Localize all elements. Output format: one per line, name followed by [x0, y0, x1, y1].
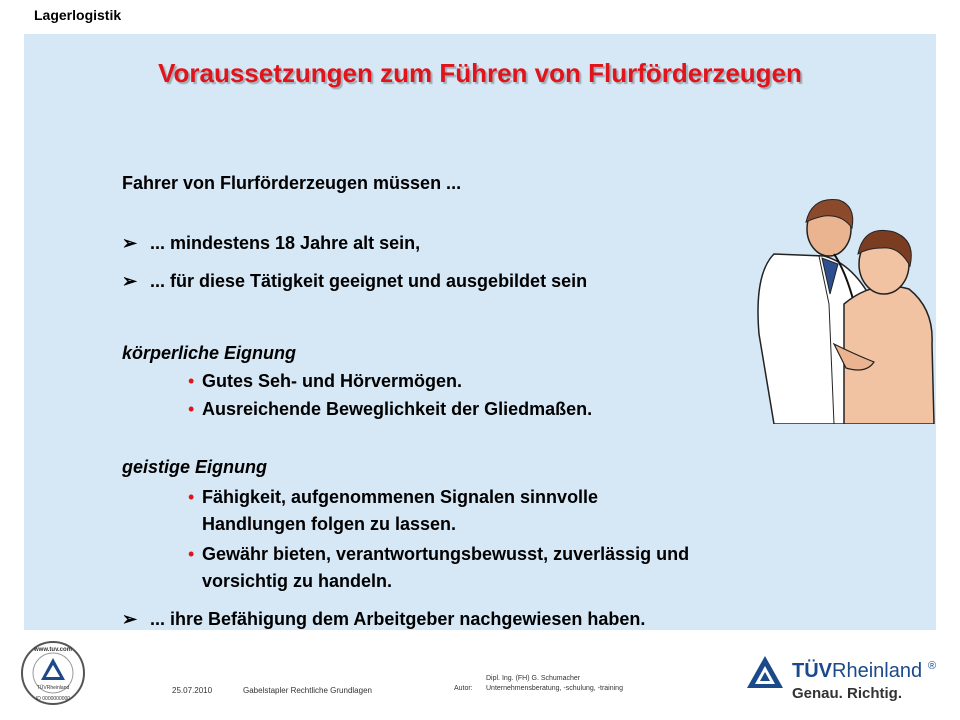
- svg-text:www.tuv.com: www.tuv.com: [33, 647, 73, 653]
- physical-heading: körperliche Eignung: [122, 343, 297, 363]
- tuv-slogan: Genau. Richtig.: [792, 685, 903, 702]
- mental-item-line: Gewähr bieten, verantwortungsbewusst, zuverlässig und: [202, 544, 690, 564]
- bullet-dot-icon: •: [188, 487, 195, 507]
- physical-item: Ausreichende Beweglichkeit der Gliedmaßen.: [202, 399, 593, 419]
- header-label: Lagerlogistik: [34, 7, 122, 23]
- slide-title: Voraussetzungen zum Führen von Flurförderzeugen: [158, 58, 802, 88]
- footer-author-name: Dipl. Ing. (FH) G. Schumacher: [486, 675, 581, 682]
- svg-text:TÜVRheinland: TÜVRheinland: [36, 685, 70, 691]
- slide-panel: [24, 34, 936, 630]
- footer-author-company: Unternehmensberatung, -schulung, -training: [486, 685, 623, 692]
- svg-text:ID 0000000000: ID 0000000000: [35, 696, 71, 702]
- bullet-dot-icon: •: [188, 544, 195, 564]
- point-suitability: ... für diese Tätigkeit geeignet und ausgebildet sein: [150, 271, 588, 291]
- tuv-brand-name: TÜVRheinland: [792, 660, 923, 682]
- footer-author-label: Autor:: [454, 685, 473, 692]
- footer-date: 25.07.2010: [172, 686, 213, 695]
- mental-item-line: Fähigkeit, aufgenommenen Signalen sinnvolle: [202, 487, 599, 507]
- arrow-bullet-icon: ➢: [122, 609, 138, 629]
- registered-mark: ®: [928, 660, 937, 672]
- arrow-bullet-icon: ➢: [122, 271, 138, 291]
- doctor-examination-illustration: [734, 194, 936, 424]
- mental-item-line: Handlungen folgen zu lassen.: [202, 514, 457, 534]
- tuv-seal-icon: [20, 640, 86, 706]
- intro-text: Fahrer von Flurförderzeugen müssen ...: [122, 173, 462, 193]
- mental-heading: geistige Eignung: [122, 457, 268, 477]
- footer-doc-title: Gabelstapler Rechtliche Grundlagen: [243, 686, 372, 695]
- arrow-bullet-icon: ➢: [122, 233, 138, 253]
- tuv-triangle-logo-icon: [745, 654, 785, 690]
- physical-item: Gutes Seh- und Hörvermögen.: [202, 371, 463, 391]
- mental-item-line: vorsichtig zu handeln.: [202, 571, 393, 591]
- bullet-dot-icon: •: [188, 371, 195, 391]
- point-proof: ... ihre Befähigung dem Arbeitgeber nachgewiesen haben.: [150, 609, 646, 629]
- bullet-dot-icon: •: [188, 399, 195, 419]
- point-age: ... mindestens 18 Jahre alt sein,: [150, 233, 421, 253]
